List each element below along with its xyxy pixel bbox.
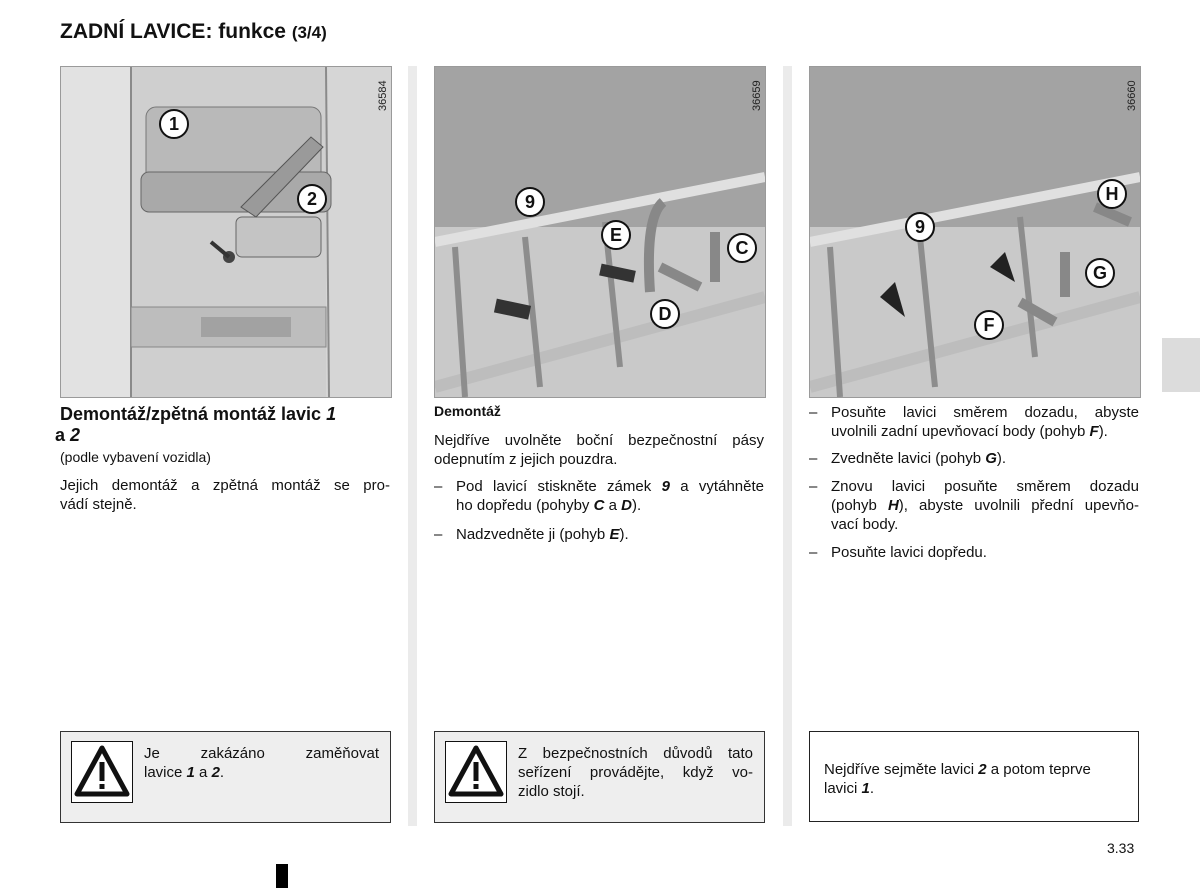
list-item: – Znovu lavici posuňte směrem dozadu (pohyb H), abyste uvolnili přední upevňo- vací body. [809,478,1139,533]
column-divider [783,66,792,826]
callout-label: H [1097,179,1127,209]
column-divider [408,66,417,826]
page-mark [276,864,288,888]
list-item: – Pod lavicí stiskněte zámek 9 a vytáhněte ho dopředu (pohyby C a D). [434,478,764,514]
list-item: – Posuňte lavici dopředu. [809,544,987,561]
callout-label: 9 [905,212,935,242]
figure-bench-removal [434,66,766,398]
section-heading: Demontáž [434,403,501,419]
callout-label: D [650,299,680,329]
paragraph: Jejich demontáž a zpětná montáž se pro- vádí stejně. [60,477,390,513]
figure-rear-bench-interior [60,66,392,398]
paragraph: Nejdříve uvolněte boční bezpečnostní pásy odepnutím z jejich pouzdra. [434,432,764,468]
bench-removal-illustration [435,67,765,397]
callout-label: 2 [297,184,327,214]
callout-label: 1 [159,109,189,139]
list-item: – Nadzvedněte ji (pohyb E). [434,526,629,543]
warning-icon [445,741,507,803]
callout-label: F [974,310,1004,340]
figure-number: 36659 [751,80,763,111]
figure-number: 36660 [1126,80,1138,111]
page-title-sub: (3/4) [291,23,327,42]
warning-icon [71,741,133,803]
bench-release-illustration [810,67,1140,397]
callout-label: 9 [515,187,545,217]
note-box: Nejdříve sejměte lavici 2 a potom teprve lavici 1. [809,731,1139,822]
figure-number: 36584 [377,80,389,111]
bench-interior-illustration [61,67,391,397]
section-heading: Demontáž/zpětná montáž lavic 1 a 2 [55,404,337,445]
chapter-tab [1162,338,1200,392]
vehicle-note: (podle vybavení vozidla) [60,449,211,465]
list-item: – Zvedněte lavici (pohyb G). [809,450,1007,467]
callout-label: C [727,233,757,263]
page-number: 3.33 [1107,840,1135,856]
page-title: ZADNÍ LAVICE: funkce (3/4) [60,20,327,43]
callout-label: G [1085,258,1115,288]
warning-box: Je zakázáno zaměňovat lavice 1 a 2. [60,731,391,823]
figure-bench-release [809,66,1141,398]
callout-label: E [601,220,631,250]
list-item: – Posuňte lavici směrem dozadu, abyste uvolnili zadní upevňovací body (pohyb F). [809,404,1139,440]
warning-box: Z bezpečnostních důvodů tato seřízení provádějte, když vo- zidlo stojí. [434,731,765,823]
